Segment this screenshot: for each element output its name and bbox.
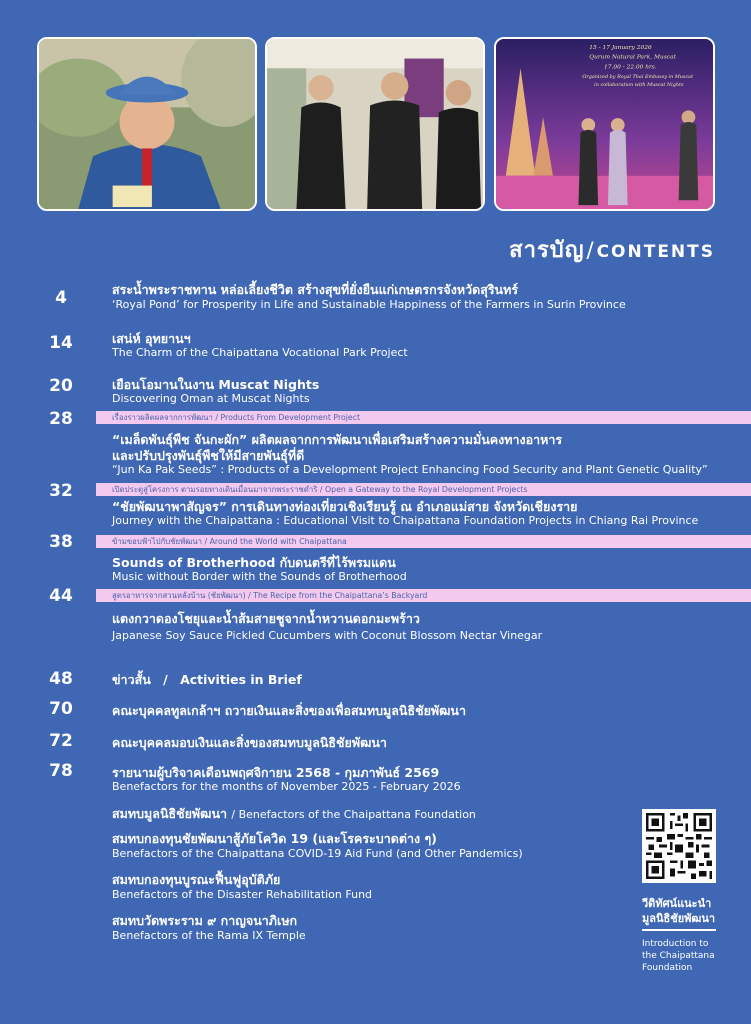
sub-entry-thai[interactable]: สมทบกองทุนชัยพัฒนาสู้ภัยโควิด 19 (และโรคระบาดต่าง ๆ) (112, 831, 437, 846)
contents-heading (509, 232, 715, 267)
stage-caption-5: in collaboration with Muscat Nights (594, 81, 684, 88)
stage-caption-3: 17.00 - 22.00 hrs. (604, 64, 657, 71)
entry-title-english[interactable]: Music without Border with the Sounds of Brotherhood (112, 570, 407, 583)
sub-entry-english[interactable]: Benefactors of the Disaster Rehabilitation Fund (112, 888, 373, 901)
sub-entry-thai[interactable]: สมทบวัดพระราม ๙ กาญจนาภิเษก (112, 913, 298, 928)
photo-farmer-portrait (37, 37, 257, 211)
section-band: เปิดประตูสู่โครงการ ตามรอยทางเดินเมื่อนมาจากพระราชดำริ / Open a Gateway to the Royal Development Projects (96, 483, 751, 496)
page-number: 72 (49, 731, 73, 751)
page-number: 70 (49, 699, 73, 719)
entry-title-thai[interactable]: สระน้ำพระราชทาน หล่อเลี้ยงชีวิต สร้างสุขที่ยั่งยืนแก่เกษตรกรจังหวัดสุรินทร์ (112, 282, 519, 297)
stage-caption-4: Organized by Royal Thai Embassy in Muscat (582, 74, 694, 81)
qr-code-icon[interactable] (642, 809, 716, 883)
entry-title-thai[interactable]: Sounds of Brotherhood กับดนตรีที่ไร้พรมแดน (112, 555, 396, 570)
activities-thai: ข่าวสั้น (112, 672, 151, 687)
photo-muscat-nights-stage (494, 37, 715, 211)
sub-entry-english[interactable]: Benefactors of the Rama IX Temple (112, 929, 306, 942)
qr-label-english-3: Foundation (642, 963, 693, 973)
heading-thai: สารบัญ (509, 238, 585, 263)
entry-title-thai-line2[interactable]: และปรับปรุงพันธุ์พืชให้มีสายพันธุ์ที่ดี (112, 448, 305, 463)
entry-title-english[interactable]: Discovering Oman at Muscat Nights (112, 392, 310, 405)
qr-label-thai-2: มูลนิธิชัยพัฒนา (642, 912, 716, 925)
entry-title-english[interactable]: Japanese Soy Sauce Pickled Cucumbers with Coconut Blossom Nectar Vinegar (112, 629, 543, 642)
sub-entry-english-inline: / Benefactors of the Chaipattana Foundation (231, 808, 476, 821)
stage-caption-1: 15 - 17 January 2026 (589, 44, 652, 51)
qr-label-english-1: Introduction to (642, 939, 709, 949)
section-band: สูตรอาหารจากสวนหลังบ้าน (ชัยพัฒนา) / The Recipe from the Chaipattana’s Backyard (96, 589, 751, 602)
page-number: 44 (49, 586, 73, 606)
sub-entry-foundation[interactable] (112, 804, 476, 824)
entry-title-thai[interactable]: รายนามผู้บริจาคเดือนพฤศจิกายน 2568 - กุมภาพันธ์ 2569 (112, 765, 440, 780)
activities-english: Activities in Brief (180, 672, 302, 687)
page-number: 78 (49, 761, 73, 781)
page-number: 20 (49, 376, 73, 396)
entry-title-thai[interactable]: คณะบุคคลทูลเกล้าฯ ถวายเงินและสิ่งของเพื่อสมทบมูลนิธิชัยพัฒนา (112, 703, 466, 718)
qr-divider (642, 929, 716, 931)
entry-title-english[interactable]: ‘Royal Pond’ for Prosperity in Life and Sustainable Happiness of the Farmers in Surin Province (112, 298, 626, 311)
page-number: 38 (49, 532, 73, 552)
entry-title-english[interactable]: The Charm of the Chaipattana Vocational Park Project (112, 346, 408, 359)
entry-title-thai[interactable]: “ชัยพัฒนาพาสัญจร” การเดินทางท่องเที่ยวเชิงเรียนรู้ ณ อำเภอแม่สาย จังหวัดเชียงราย (112, 499, 578, 514)
sub-entry-thai: สมทบมูลนิธิชัยพัฒนา (112, 806, 228, 821)
heading-english: CONTENTS (596, 242, 715, 262)
qr-label-english-2: the Chaipattana (642, 951, 715, 961)
entry-title-thai[interactable]: เสน่ห์ อุทยานฯ (112, 331, 191, 346)
entry-title-english[interactable]: Benefactors for the months of November 2025 - February 2026 (112, 780, 461, 793)
heading-slash: / (586, 238, 595, 262)
entry-title-thai[interactable]: แตงกวาดองโชยุและน้ำส้มสายชูจากน้ำหวานดอกมะพร้าว (112, 611, 420, 626)
section-band: ข้ามขอบฟ้าไปกับชัยพัฒนา / Around the World with Chaipattana (96, 535, 751, 548)
page-number: 14 (49, 333, 73, 353)
photo-meeting-group (265, 37, 485, 211)
entry-title-english[interactable]: Journey with the Chaipattana : Educational Visit to Chaipattana Foundation Projects in Chiang Rai Province (112, 514, 699, 527)
sub-entry-thai[interactable]: สมทบกองทุนบูรณะฟื้นฟูอุบัติภัย (112, 872, 281, 887)
entry-title-activities[interactable] (112, 670, 302, 690)
entry-title-english[interactable]: “Jun Ka Pak Seeds” : Products of a Development Project Enhancing Food Security and Plant Genetic Quality” (112, 463, 708, 476)
entry-title-thai[interactable]: คณะบุคคลมอบเงินและสิ่งของสมทบมูลนิธิชัยพัฒนา (112, 735, 387, 750)
qr-label-thai-1: วีดิทัศน์แนะนำ (642, 897, 712, 910)
page-number: 48 (49, 669, 73, 689)
entry-title-thai[interactable]: “เมล็ดพันธุ์พืช จันกะผัก” ผลิตผลจากการพัฒนาเพื่อเสริมสร้างความมั่นคงทางอาหาร (112, 432, 563, 447)
entry-title-thai[interactable]: เยือนโอมานในงาน Muscat Nights (112, 377, 320, 392)
sub-entry-english[interactable]: Benefactors of the Chaipattana COVID-19 Aid Fund (and Other Pandemics) (112, 847, 523, 860)
page-number: 4 (55, 288, 67, 308)
activities-slash: / (163, 672, 168, 687)
page-number: 28 (49, 409, 73, 429)
stage-caption-2: Qurum Natural Park, Muscat (589, 54, 677, 61)
section-band: เรื่องราวผลิตผลจากการพัฒนา / Products From Development Project (96, 411, 751, 424)
page-number: 32 (49, 481, 73, 501)
